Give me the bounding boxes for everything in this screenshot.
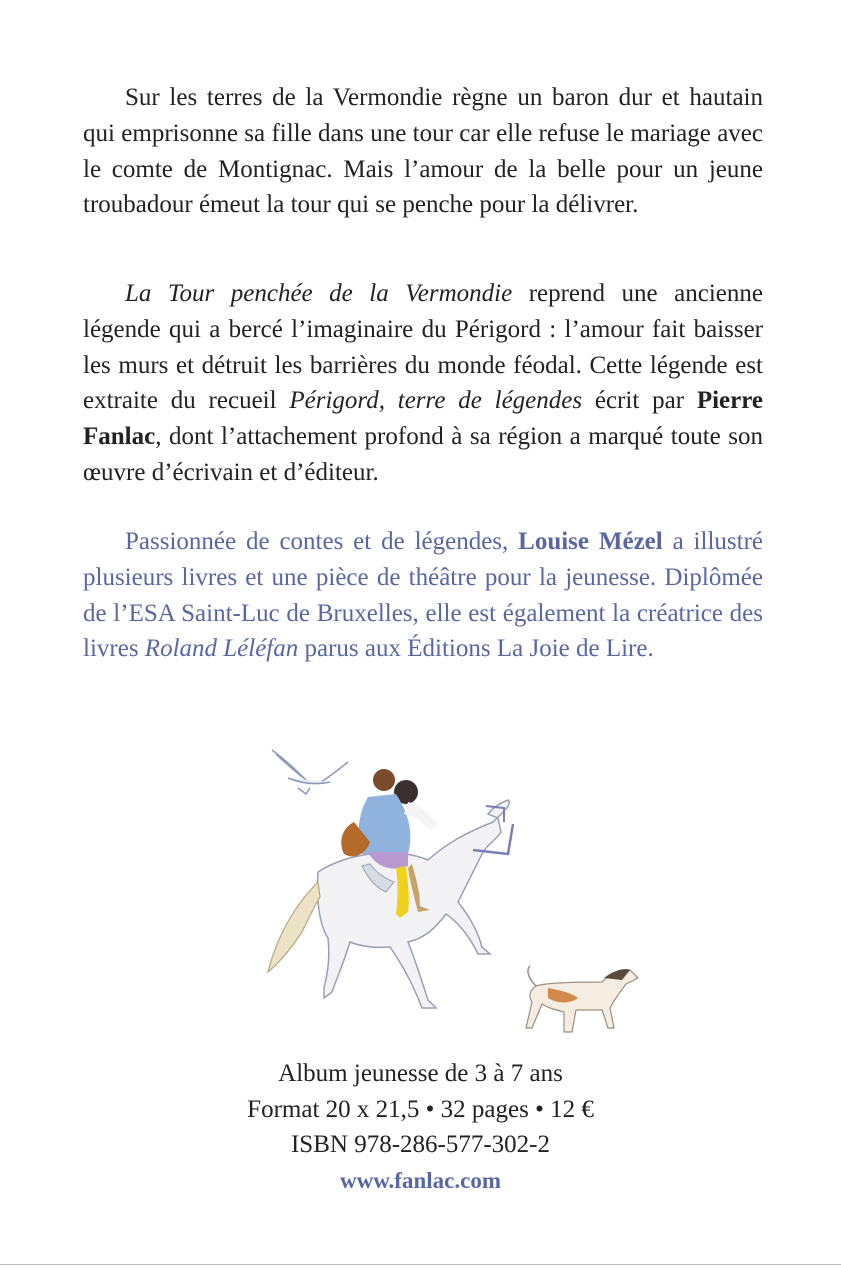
illustrator-text-a: Passionnée de contes et de légendes,	[125, 528, 519, 555]
presentation-text-c: , dont l’attachement profond à sa région a marqué toute son œuvre d’écrivain et d’éditeur.	[83, 423, 763, 486]
presentation-paragraph	[83, 276, 763, 491]
illustrator-name: Louise Mézel	[518, 528, 663, 555]
synopsis-text: Sur les terres de la Vermondie règne un baron dur et hautain qui emprisonne sa fille dans une tour car elle refuse le mariage avec le comte de Montignac. Mais l’amour de la belle pour un jeune troubadour émeut la tour qui se penche pour la délivrer.	[83, 84, 763, 219]
book-info	[0, 1056, 841, 1198]
dog-icon	[526, 966, 638, 1032]
illustrator-text-b: a illustré plusieurs livres et une pièce de théâtre pour la jeunesse. Diplômée de l’ESA Saint-Luc de Bruxelles, elle est également la créatrice des livres	[83, 528, 763, 663]
format-line: Format 20 x 21,5 • 32 pages • 12 €	[247, 1095, 594, 1123]
audience-line: Album jeunesse de 3 à 7 ans	[278, 1060, 563, 1087]
publisher-url[interactable]: www.fanlac.com	[340, 1167, 501, 1193]
author-name: Pierre Fanlac	[83, 387, 763, 451]
illustration	[258, 742, 648, 1042]
illustrator-paragraph	[83, 524, 763, 667]
presentation-text-a: reprend une ancienne légende qui a bercé l’imaginaire du Périgord : l’amour fait baisser les murs et détruit les barrières du monde féodal. Cette légende est extraite du recueil	[83, 280, 763, 415]
illustrator-text-c: parus aux Éditions La Joie de Lire.	[298, 635, 654, 663]
bird-icon	[272, 750, 348, 794]
series-title: Roland Léléfan	[144, 635, 299, 663]
presentation-text-b: écrit par	[582, 387, 697, 415]
book-title: La Tour penchée de la Vermondie	[125, 280, 513, 307]
synopsis-paragraph	[83, 80, 763, 223]
isbn-line: ISBN 978-286-577-302-2	[290, 1131, 550, 1158]
source-title: Périgord, terre de légendes	[289, 387, 583, 415]
bottom-divider	[0, 1264, 841, 1265]
